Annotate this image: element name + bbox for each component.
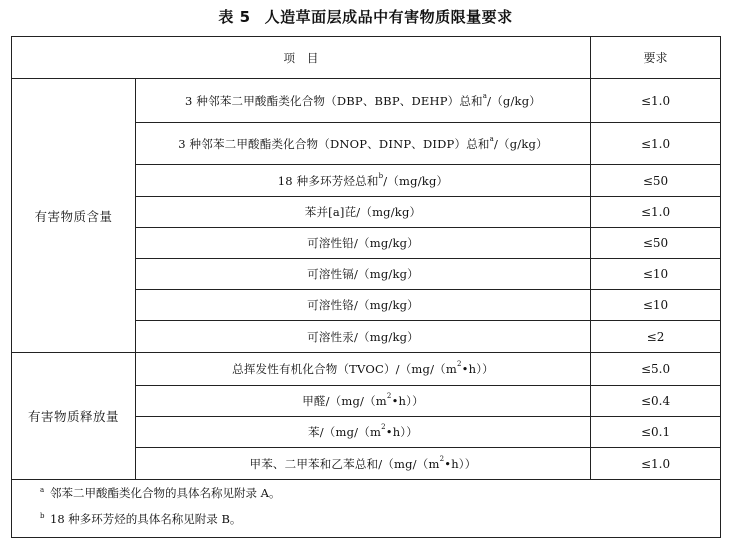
limit-cell: ≤10 [591, 290, 721, 321]
item-cell: 18 种多环芳烃总和$^b$/（mg/kg） [136, 165, 591, 197]
notes-cell [12, 480, 721, 538]
header-row [12, 37, 721, 79]
item-cell: 3 种邻苯二甲酸酯类化合物（DNOP、DINP、DIDP）总和$^a$/（g/kg） [136, 123, 591, 165]
limit-cell: ≤2 [591, 321, 721, 353]
note-a: a 邻苯二甲酸酯类化合物的具体名称见附录 A。 [40, 486, 281, 500]
limit-cell: ≤1.0 [591, 448, 721, 480]
item-cell: 甲苯、二甲苯和乙苯总和$/(mg/(m^2•h))$ [136, 448, 591, 480]
limit-cell: ≤0.1 [591, 417, 721, 448]
limit-cell: ≤50 [591, 228, 721, 259]
limit-cell: ≤10 [591, 259, 721, 290]
limit-cell: ≤0.4 [591, 386, 721, 417]
limit-cell: ≤1.0 [591, 197, 721, 228]
item-cell: 苯并[a]芘/（mg/kg） [136, 197, 591, 228]
notes-row [12, 480, 721, 538]
item-cell: 总挥发性有机化合物$(TVOC)/(mg/(m^2•h))$ [136, 353, 591, 386]
item-cell: 甲醛$/(mg/(m^2•h))$ [136, 386, 591, 417]
item-cell: 可溶性铬/（mg/kg） [136, 290, 591, 321]
table-caption: 人造草面层成品中有害物质限量要求 [264, 8, 513, 26]
limit-cell: ≤1.0 [591, 79, 721, 123]
item-cell: 可溶性汞/（mg/kg） [136, 321, 591, 353]
group-emission-label: 有害物质释放量 [12, 353, 136, 480]
group-content-label: 有害物质含量 [12, 79, 136, 353]
table-number: 表 5 [218, 8, 251, 26]
header-limit: 要求 [591, 37, 721, 79]
limit-cell: ≤1.0 [591, 123, 721, 165]
table-row [12, 353, 721, 386]
limit-cell: ≤5.0 [591, 353, 721, 386]
item-cell: 3 种邻苯二甲酸酯类化合物（DBP、BBP、DEHP）总和$^a$/（g/kg） [136, 79, 591, 123]
item-cell: 苯$/(mg/(m^2•h))$ [136, 417, 591, 448]
note-b: b 18 种多环芳烃的具体名称见附录 B。 [40, 512, 242, 526]
table-title [0, 6, 731, 28]
item-cell: 可溶性铅/（mg/kg） [136, 228, 591, 259]
table-row [12, 79, 721, 123]
item-cell: 可溶性镉/（mg/kg） [136, 259, 591, 290]
header-item: 项 目 [12, 37, 591, 79]
limit-cell: ≤50 [591, 165, 721, 197]
limits-table [11, 36, 721, 538]
